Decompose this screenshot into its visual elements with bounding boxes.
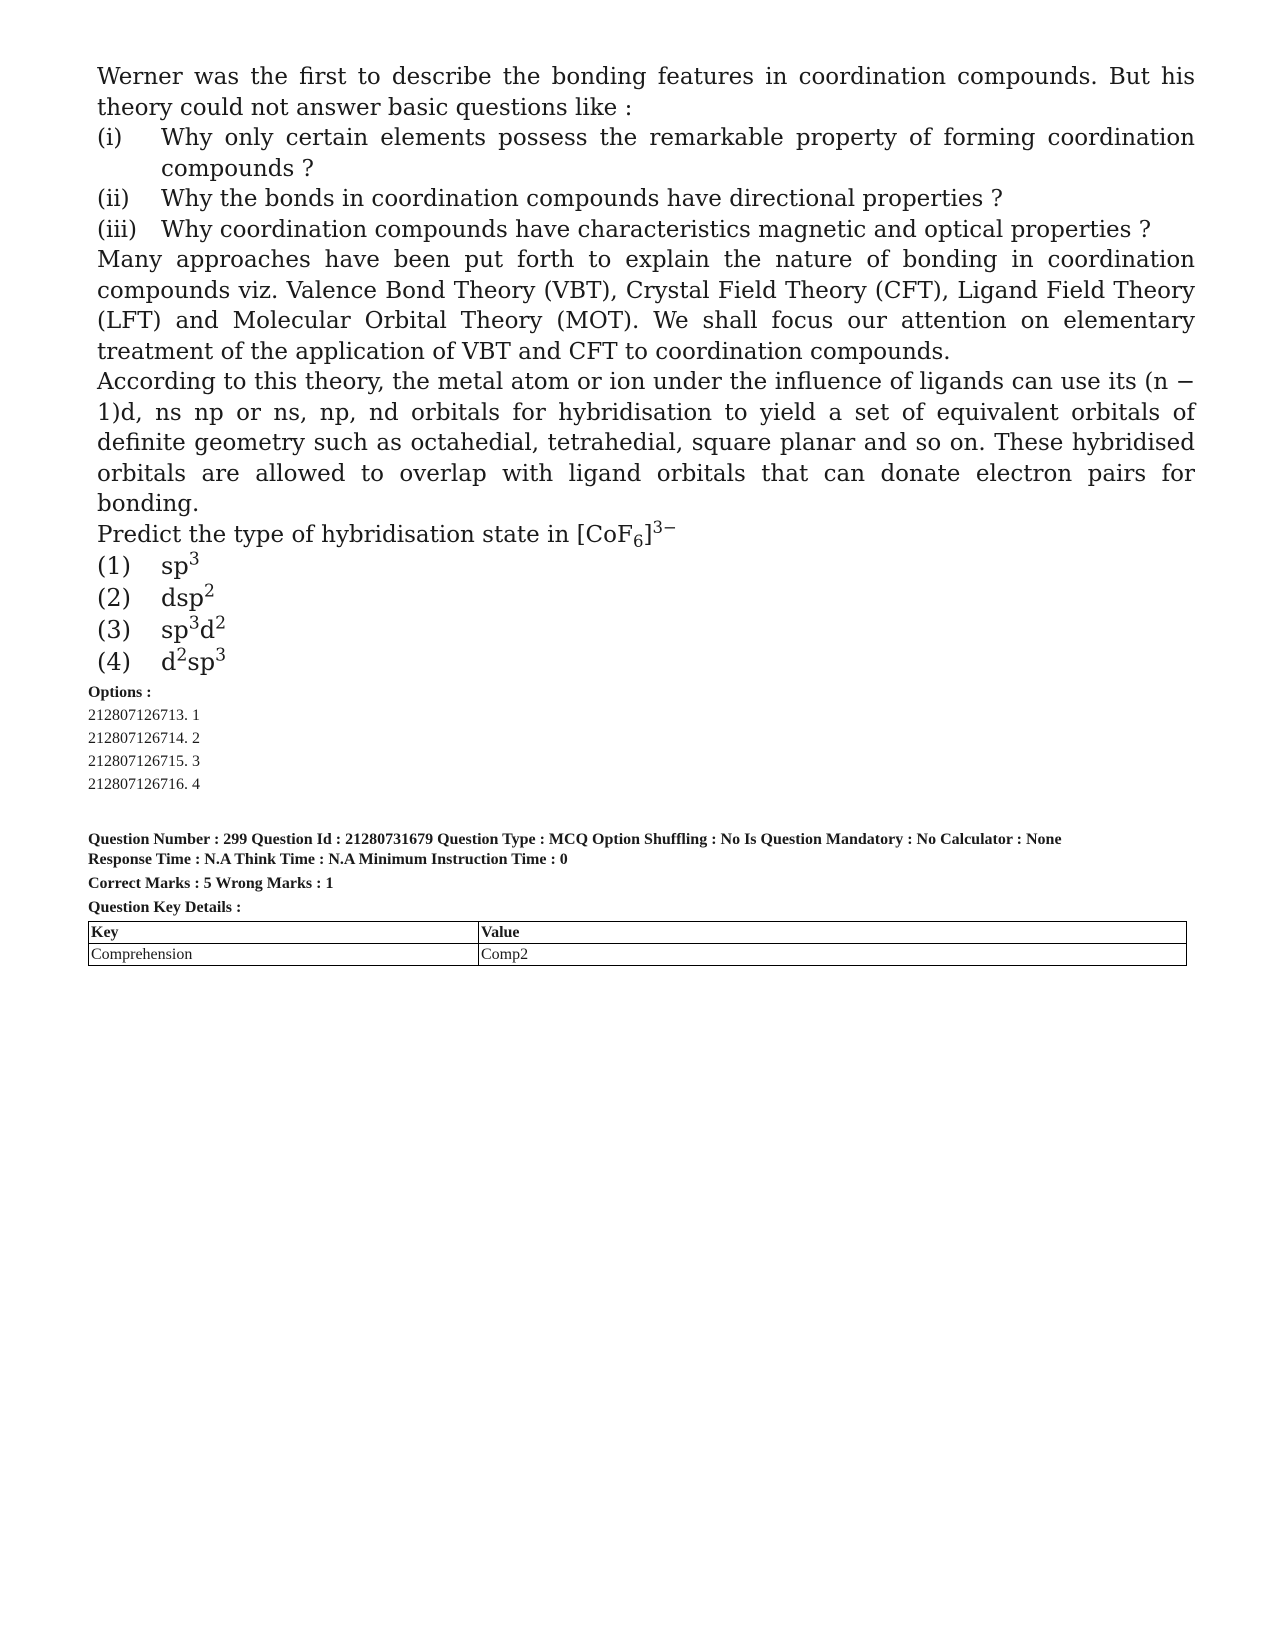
choice-formula — [161, 614, 226, 646]
passage-question-ii — [97, 184, 1195, 215]
formula-text: sp — [161, 552, 189, 580]
formula-text: sp — [187, 648, 216, 676]
prompt-bracket: ] — [643, 521, 653, 548]
passage-question-i — [97, 123, 1195, 184]
question-info-line: Question Number : 299 Question Id : 21280731679 Question Type : MCQ Option Shuffling : No Is Question Mandatory : No Calculator : None — [88, 831, 1062, 848]
choice-formula — [161, 646, 226, 678]
formula-superscript: 3 — [188, 613, 200, 634]
question-text: Why the bonds in coordination compounds have directional properties ? — [161, 186, 1003, 212]
choice-formula — [161, 550, 200, 582]
question-number: (ii) — [97, 186, 130, 212]
prompt-superscript: 3− — [652, 517, 677, 537]
answer-choice — [97, 582, 1195, 614]
choice-number: (2) — [97, 584, 131, 612]
question-number: (i) — [97, 125, 123, 151]
table-header-row — [89, 922, 1187, 944]
answer-choices — [97, 550, 1195, 678]
formula-text: d — [199, 616, 216, 644]
table-row — [89, 944, 1187, 966]
question-info-line: Response Time : N.A Think Time : N.A Minimum Instruction Time : 0 — [88, 851, 568, 868]
answer-choice — [97, 550, 1195, 582]
formula-superscript: 3 — [188, 549, 200, 570]
question-text: Why only certain elements possess the remarkable property of forming coordination compounds ? — [161, 125, 1195, 182]
passage-paragraph-vbt: According to this theory, the metal atom or ion under the influence of ligands can use its (n − 1)d, ns np or ns, np, nd orbitals for hybridisation to yield a set of equivalent orbitals of definite geometry such as octahedial, tetrahedial, square planar and so on. These hybridised orbitals are allowed to overlap with ligand orbitals that can donate electron pairs for bonding. — [97, 369, 1195, 517]
option-item: 212807126715. 3 — [88, 753, 200, 770]
formula-superscript: 2 — [176, 645, 188, 666]
formula-text: d — [161, 648, 177, 676]
question-text: Why coordination compounds have characteristics magnetic and optical properties ? — [161, 216, 1152, 243]
question-marks: Correct Marks : 5 Wrong Marks : 1 — [88, 875, 334, 892]
table-cell: Comprehension — [89, 944, 479, 966]
choice-formula — [161, 582, 215, 614]
answer-choice — [97, 614, 1195, 646]
question-info — [88, 830, 1198, 918]
key-details-table — [88, 921, 1187, 966]
table-header-key: Key — [89, 922, 479, 944]
option-item: 212807126716. 4 — [88, 776, 200, 793]
table-cell: Comp2 — [479, 944, 1187, 966]
prompt-subscript: 6 — [632, 531, 644, 551]
comprehension-passage — [97, 62, 1195, 678]
passage-question-iii — [97, 215, 1195, 246]
passage-paragraph-approaches: Many approaches have been put forth to explain the nature of bonding in coordination compounds viz. Valence Bond Theory (VBT), Crystal Field Theory (CFT), Ligand Field Theory (LFT) and Molecular Orbital Theory (MOT). We shall focus our attention on elementary treatment of the application of VBT and CFT to coordination compounds. — [97, 247, 1195, 365]
question-prompt — [97, 517, 1195, 551]
options-block — [88, 681, 200, 796]
options-label: Options : — [88, 684, 152, 701]
choice-number: (4) — [97, 648, 131, 676]
option-item: 212807126714. 2 — [88, 730, 200, 747]
formula-superscript: 3 — [215, 645, 227, 666]
question-number: (iii) — [97, 216, 138, 243]
formula-superscript: 2 — [215, 613, 227, 634]
key-details-label: Question Key Details : — [88, 899, 242, 916]
choice-number: (3) — [97, 616, 131, 644]
choice-number: (1) — [97, 552, 131, 580]
formula-superscript: 2 — [204, 581, 216, 602]
table-header-value: Value — [479, 922, 1187, 944]
passage-intro: Werner was the first to describe the bonding features in coordination compounds. But his theory could not answer basic questions like : — [97, 64, 1195, 121]
option-item: 212807126713. 1 — [88, 707, 200, 724]
prompt-text: Predict the type of hybridisation state in [CoF — [97, 521, 633, 548]
answer-choice — [97, 646, 1195, 678]
formula-text: dsp — [161, 584, 205, 612]
formula-text: sp — [161, 616, 189, 644]
